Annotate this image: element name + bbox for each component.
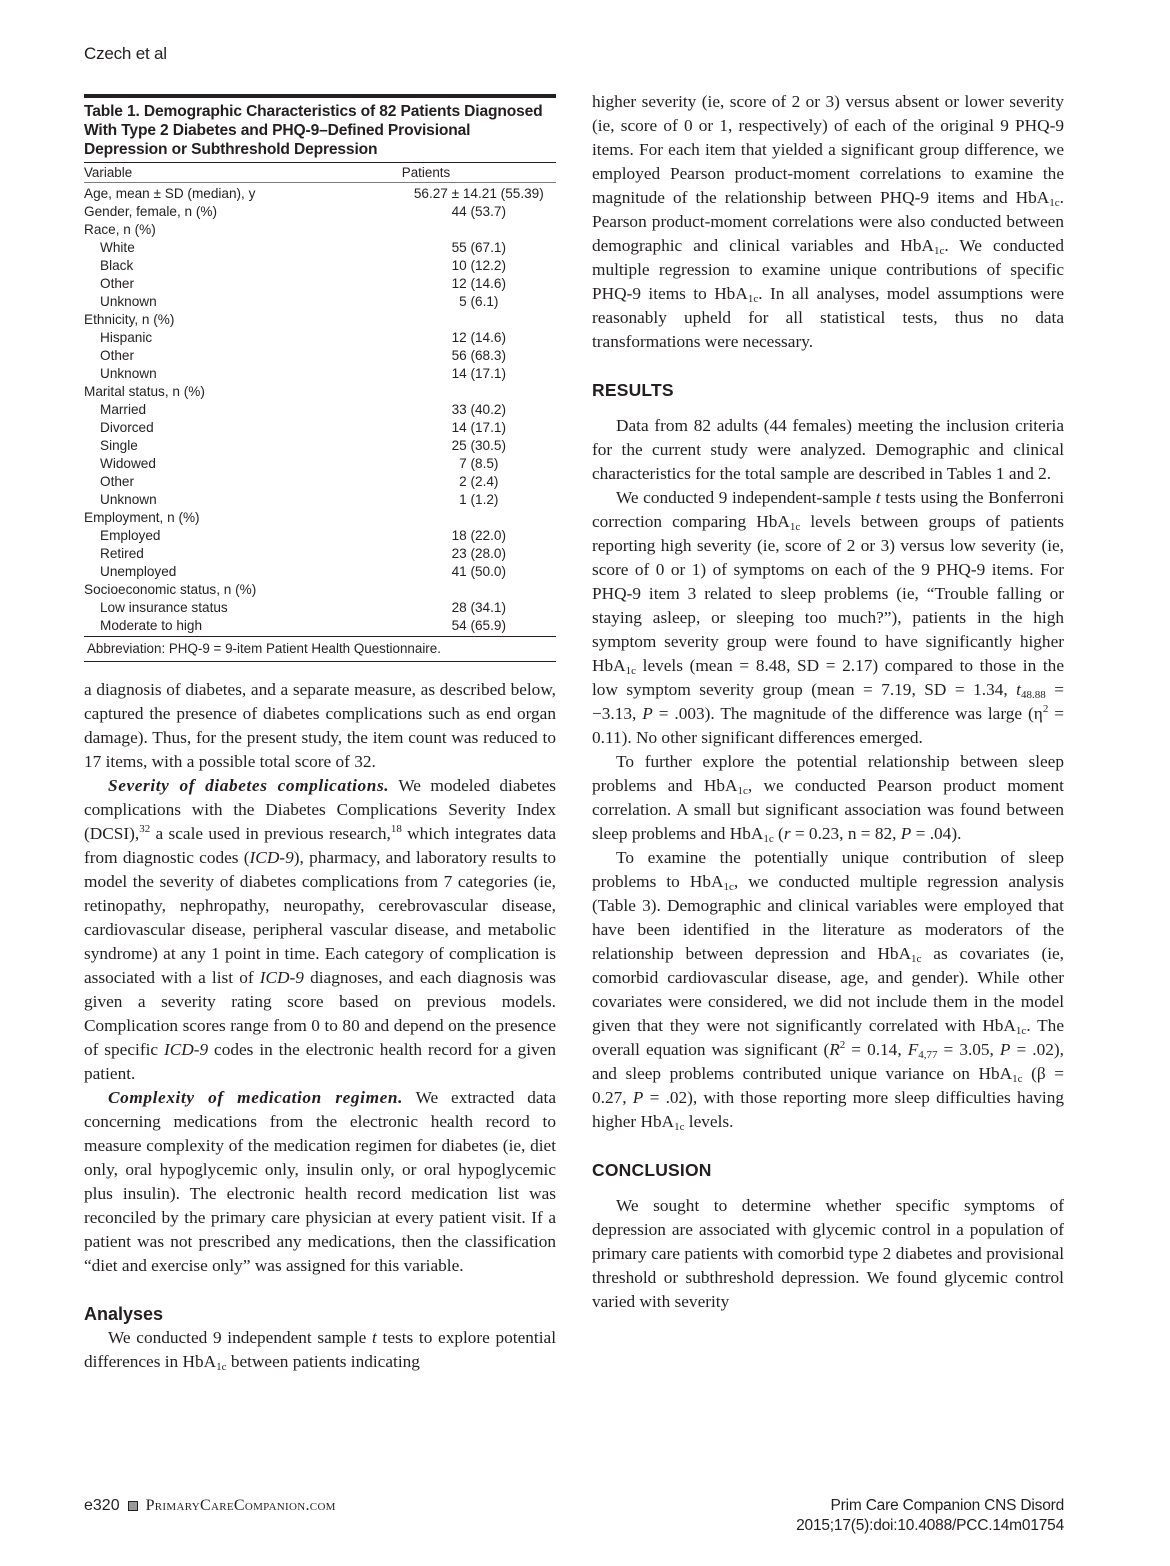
- section-heading-results: RESULTS: [592, 380, 674, 400]
- table-title: Table 1. Demographic Characteristics of 82 Patients Diagnosed With Type 2 Diabetes and PHQ-9–Defined Provisional Depression or Subthreshold Depression: [84, 103, 543, 158]
- section-heading-analyses: Analyses: [84, 1304, 164, 1324]
- table-row: [84, 563, 556, 581]
- table-row: [84, 419, 556, 437]
- table-row: [84, 257, 556, 275]
- row-subcategory: Unknown: [100, 294, 157, 309]
- table-footnote: Abbreviation: PHQ-9 = 9-item Patient Health Questionnaire.: [87, 641, 441, 656]
- row-value: 10 (12.2): [451, 258, 506, 273]
- table-row: [84, 545, 556, 563]
- table-row: [84, 509, 556, 527]
- row-value: 56.27 ± 14.21 (55.39): [413, 186, 544, 201]
- row-value: 5 (6.1): [459, 294, 499, 309]
- table-row: [84, 383, 556, 401]
- row-value: 56 (68.3): [451, 348, 506, 363]
- paragraph: We conducted 9 independent-sample t tests using the Bonferroni correction comparing HbA$_{1c}$ levels between groups of patients reporting high severity (ie, score of 2 or 3) versus low severity (ie, score of 0 or 1) of symptoms on each of the 9 PHQ-9 items. For PHQ-9 item 3 related to sleep problems (ie, “Trouble falling or staying asleep, or sleeping too much?”), patients in the high symptom severity group were found to have significantly higher HbA$_{1c}$ levels (mean = 8.48, SD = 2.17) compared to those in the low symptom severity group (mean = 7.19, SD = 1.34, $t_{48.88} = -3.13$, P = .003). The magnitude of the difference was large $(\eta^2 = 0.11)$. No other significant differences emerged.: [592, 488, 1064, 747]
- row-variable: Marital status, n (%): [84, 384, 205, 399]
- row-variable: Ethnicity, n (%): [84, 312, 175, 327]
- row-subcategory: Hispanic: [100, 330, 153, 345]
- row-value: 44 (53.7): [451, 204, 506, 219]
- row-subcategory: Unknown: [100, 492, 157, 507]
- column-header-patients: Patients: [401, 165, 451, 180]
- row-subcategory: Black: [100, 258, 134, 273]
- row-value: 25 (30.5): [451, 438, 506, 453]
- table-row: [84, 293, 556, 311]
- table-row: [84, 599, 556, 617]
- paragraph-severity: Severity of diabetes complications. We modeled diabetes complications with the Diabetes Complications Severity Index (DCSI),$^{32}$ a scale used in previous research,$^{18}$ which integrates data from diagnostic codes (ICD-9), pharmacy, and laboratory results to model the severity of diabetes complications from 7 categories (ie, retinopathy, nephropathy, neuropathy, cerebrovascular disease, cardiovascular disease, peripheral vascular disease, and metabolic syndrome) at any 1 point in time. Each category of complication is associated with a list of ICD-9 diagnoses, and each diagnosis was given a severity rating score based on previous models. Complication scores range from 0 to 80 and depend on the presence of specific ICD-9 codes in the electronic health record for a given patient.: [84, 776, 557, 1083]
- table-row: [84, 347, 556, 365]
- table-row: [84, 455, 556, 473]
- row-value: 2 (2.4): [459, 474, 499, 489]
- section-heading-conclusion: CONCLUSION: [592, 1160, 712, 1180]
- table-1: [84, 94, 556, 662]
- journal-website-link[interactable]: PrimaryCareCompanion.com: [145, 1497, 336, 1514]
- paragraph: We conducted 9 independent sample t tests to explore potential differences in HbA$_{1c}$ between patients indicating: [84, 1328, 556, 1373]
- table-row: [84, 473, 556, 491]
- table-top-rule: [84, 94, 556, 98]
- table-row: [84, 329, 556, 347]
- row-variable: Gender, female, n (%): [84, 204, 217, 219]
- row-value: 41 (50.0): [451, 564, 506, 579]
- table-body: [84, 183, 556, 635]
- paragraph: Data from 82 adults (44 females) meeting the inclusion criteria for the current study were analyzed. Demographic and clinical characteristics for the total sample are described in Tables 1 and 2.: [592, 416, 1064, 483]
- table-row: [84, 491, 556, 509]
- table-row: [84, 527, 556, 545]
- footer-left: [84, 1497, 336, 1515]
- row-subcategory: Unemployed: [100, 564, 177, 579]
- row-variable: Age, mean ± SD (median), y: [84, 186, 256, 201]
- row-value: [402, 221, 556, 239]
- row-value: 7 (8.5): [459, 456, 499, 471]
- row-value: 28 (34.1): [451, 600, 506, 615]
- row-subcategory: Other: [100, 276, 134, 291]
- table-row: [84, 437, 556, 455]
- row-value: 1 (1.2): [459, 492, 499, 507]
- row-value: 12 (14.6): [451, 330, 506, 345]
- row-subcategory: Retired: [100, 546, 144, 561]
- row-subcategory: Married: [100, 402, 147, 417]
- paragraph: To further explore the potential relationship between sleep problems and HbA$_{1c}$, we conducted Pearson product moment correlation. A small but significant association was found between sleep problems and HbA$_{1c}$ (r = 0.23, n = 82, P = .04).: [592, 752, 1064, 845]
- table-row: [84, 581, 556, 599]
- table-row: [84, 401, 556, 419]
- table-row: [84, 365, 556, 383]
- table-row: [84, 203, 556, 221]
- table-row: [84, 311, 556, 329]
- row-value: 54 (65.9): [451, 618, 506, 633]
- row-value: [402, 509, 556, 527]
- row-value: [402, 311, 556, 329]
- run-in-heading: Complexity of medication regimen.: [108, 1088, 404, 1107]
- row-subcategory: White: [100, 240, 135, 255]
- left-column: [84, 678, 556, 1374]
- table-row: [84, 275, 556, 293]
- row-variable: Employment, n (%): [84, 510, 200, 525]
- paragraph: higher severity (ie, score of 2 or 3) versus absent or lower severity (ie, score of 0 or 1, respectively) of each of the original 9 PHQ-9 items. For each item that yielded a significant group difference, we employed Pearson product-moment correlations to examine the magnitude of the relationship between PHQ-9 items and HbA$_{1c}$. Pearson product-moment correlations were also conducted between demographic and clinical variables and HbA$_{1c}$. We conducted multiple regression to examine unique contributions of specific PHQ-9 items to HbA$_{1c}$. In all analyses, model assumptions were reasonably upheld for all statistical tests, thus no data transformations were necessary.: [592, 92, 1064, 351]
- row-subcategory: Low insurance status: [100, 600, 228, 615]
- row-variable: Race, n (%): [84, 222, 156, 237]
- row-value: [402, 383, 556, 401]
- table-footnote-rule: [84, 661, 556, 662]
- citation-ref: 32: [139, 823, 151, 835]
- row-value: 33 (40.2): [451, 402, 506, 417]
- row-value: 55 (67.1): [451, 240, 506, 255]
- table-row: [84, 183, 556, 203]
- paragraph: To examine the potentially unique contribution of sleep problems to HbA$_{1c}$, we conducted multiple regression analysis (Table 3). Demographic and clinical variables were employed that have been identified in the literature as moderators of the relationship between depression and HbA$_{1c}$ as covariates (ie, comorbid cardiovascular disease, age, and gender). While other covariates were considered, we did not include them in the model given that they were not significantly correlated with HbA$_{1c}$. The overall equation was significant ($R^2 = 0.14$, $F_{4,77} = 3.05$, P = .02), and sleep problems contributed unique variance on HbA$_{1c}$ (β = 0.27, P = .02), with those reporting more sleep difficulties having higher HbA$_{1c}$ levels.: [592, 848, 1065, 1133]
- row-subcategory: Single: [100, 438, 138, 453]
- row-subcategory: Employed: [100, 528, 161, 543]
- doi-citation: 2015;17(5):doi:10.4088/PCC.14m01754: [796, 1517, 1064, 1534]
- row-value: [402, 581, 556, 599]
- row-subcategory: Other: [100, 348, 134, 363]
- row-subcategory: Unknown: [100, 366, 157, 381]
- row-value: 12 (14.6): [451, 276, 506, 291]
- paragraph: We sought to determine whether specific symptoms of depression are associated with glycemic control in a population of primary care patients with comorbid type 2 diabetes and provisional threshold or subthreshold depression. We found glycemic control varied with severity: [592, 1196, 1064, 1311]
- table-row: [84, 239, 556, 257]
- paragraph-medication: Complexity of medication regimen. We extracted data concerning medications from the electronic health record to measure complexity of the medication regimen for diabetes (ie, diet only, oral hypoglycemic only, insulin only, or oral hypoglycemic plus insulin). The electronic health record medication list was reconciled by the primary care physician at every patient visit. If a patient was not prescribed any medications, then the classification “diet and exercise only” was assigned for this variable.: [84, 1088, 556, 1275]
- column-header-variable: Variable: [84, 165, 133, 180]
- row-subcategory: Divorced: [100, 420, 154, 435]
- paragraph: a diagnosis of diabetes, and a separate measure, as described below, captured the presence of diabetes complications such as end organ damage). Thus, for the present study, the item count was reduced to 17 items, with a possible total score of 32.: [84, 680, 556, 771]
- table-row: [84, 221, 556, 239]
- row-subcategory: Widowed: [100, 456, 156, 471]
- square-bullet-icon: [128, 1501, 138, 1511]
- table-header: [84, 163, 556, 182]
- row-subcategory: Moderate to high: [100, 618, 203, 633]
- row-value: 23 (28.0): [451, 546, 506, 561]
- run-in-heading: Severity of diabetes complications.: [108, 776, 390, 795]
- journal-name: Prim Care Companion CNS Disord: [830, 1497, 1064, 1514]
- row-value: 14 (17.1): [451, 366, 506, 381]
- footer-citation: [796, 1496, 1064, 1536]
- row-value: 14 (17.1): [451, 420, 506, 435]
- page-number: e320: [84, 1497, 120, 1514]
- citation-ref: 18: [390, 823, 402, 835]
- table-row: [84, 617, 556, 635]
- row-subcategory: Other: [100, 474, 134, 489]
- row-value: 18 (22.0): [451, 528, 506, 543]
- row-variable: Socioeconomic status, n (%): [84, 582, 257, 597]
- right-column: [592, 90, 1064, 1314]
- running-head: Czech et al: [84, 44, 167, 63]
